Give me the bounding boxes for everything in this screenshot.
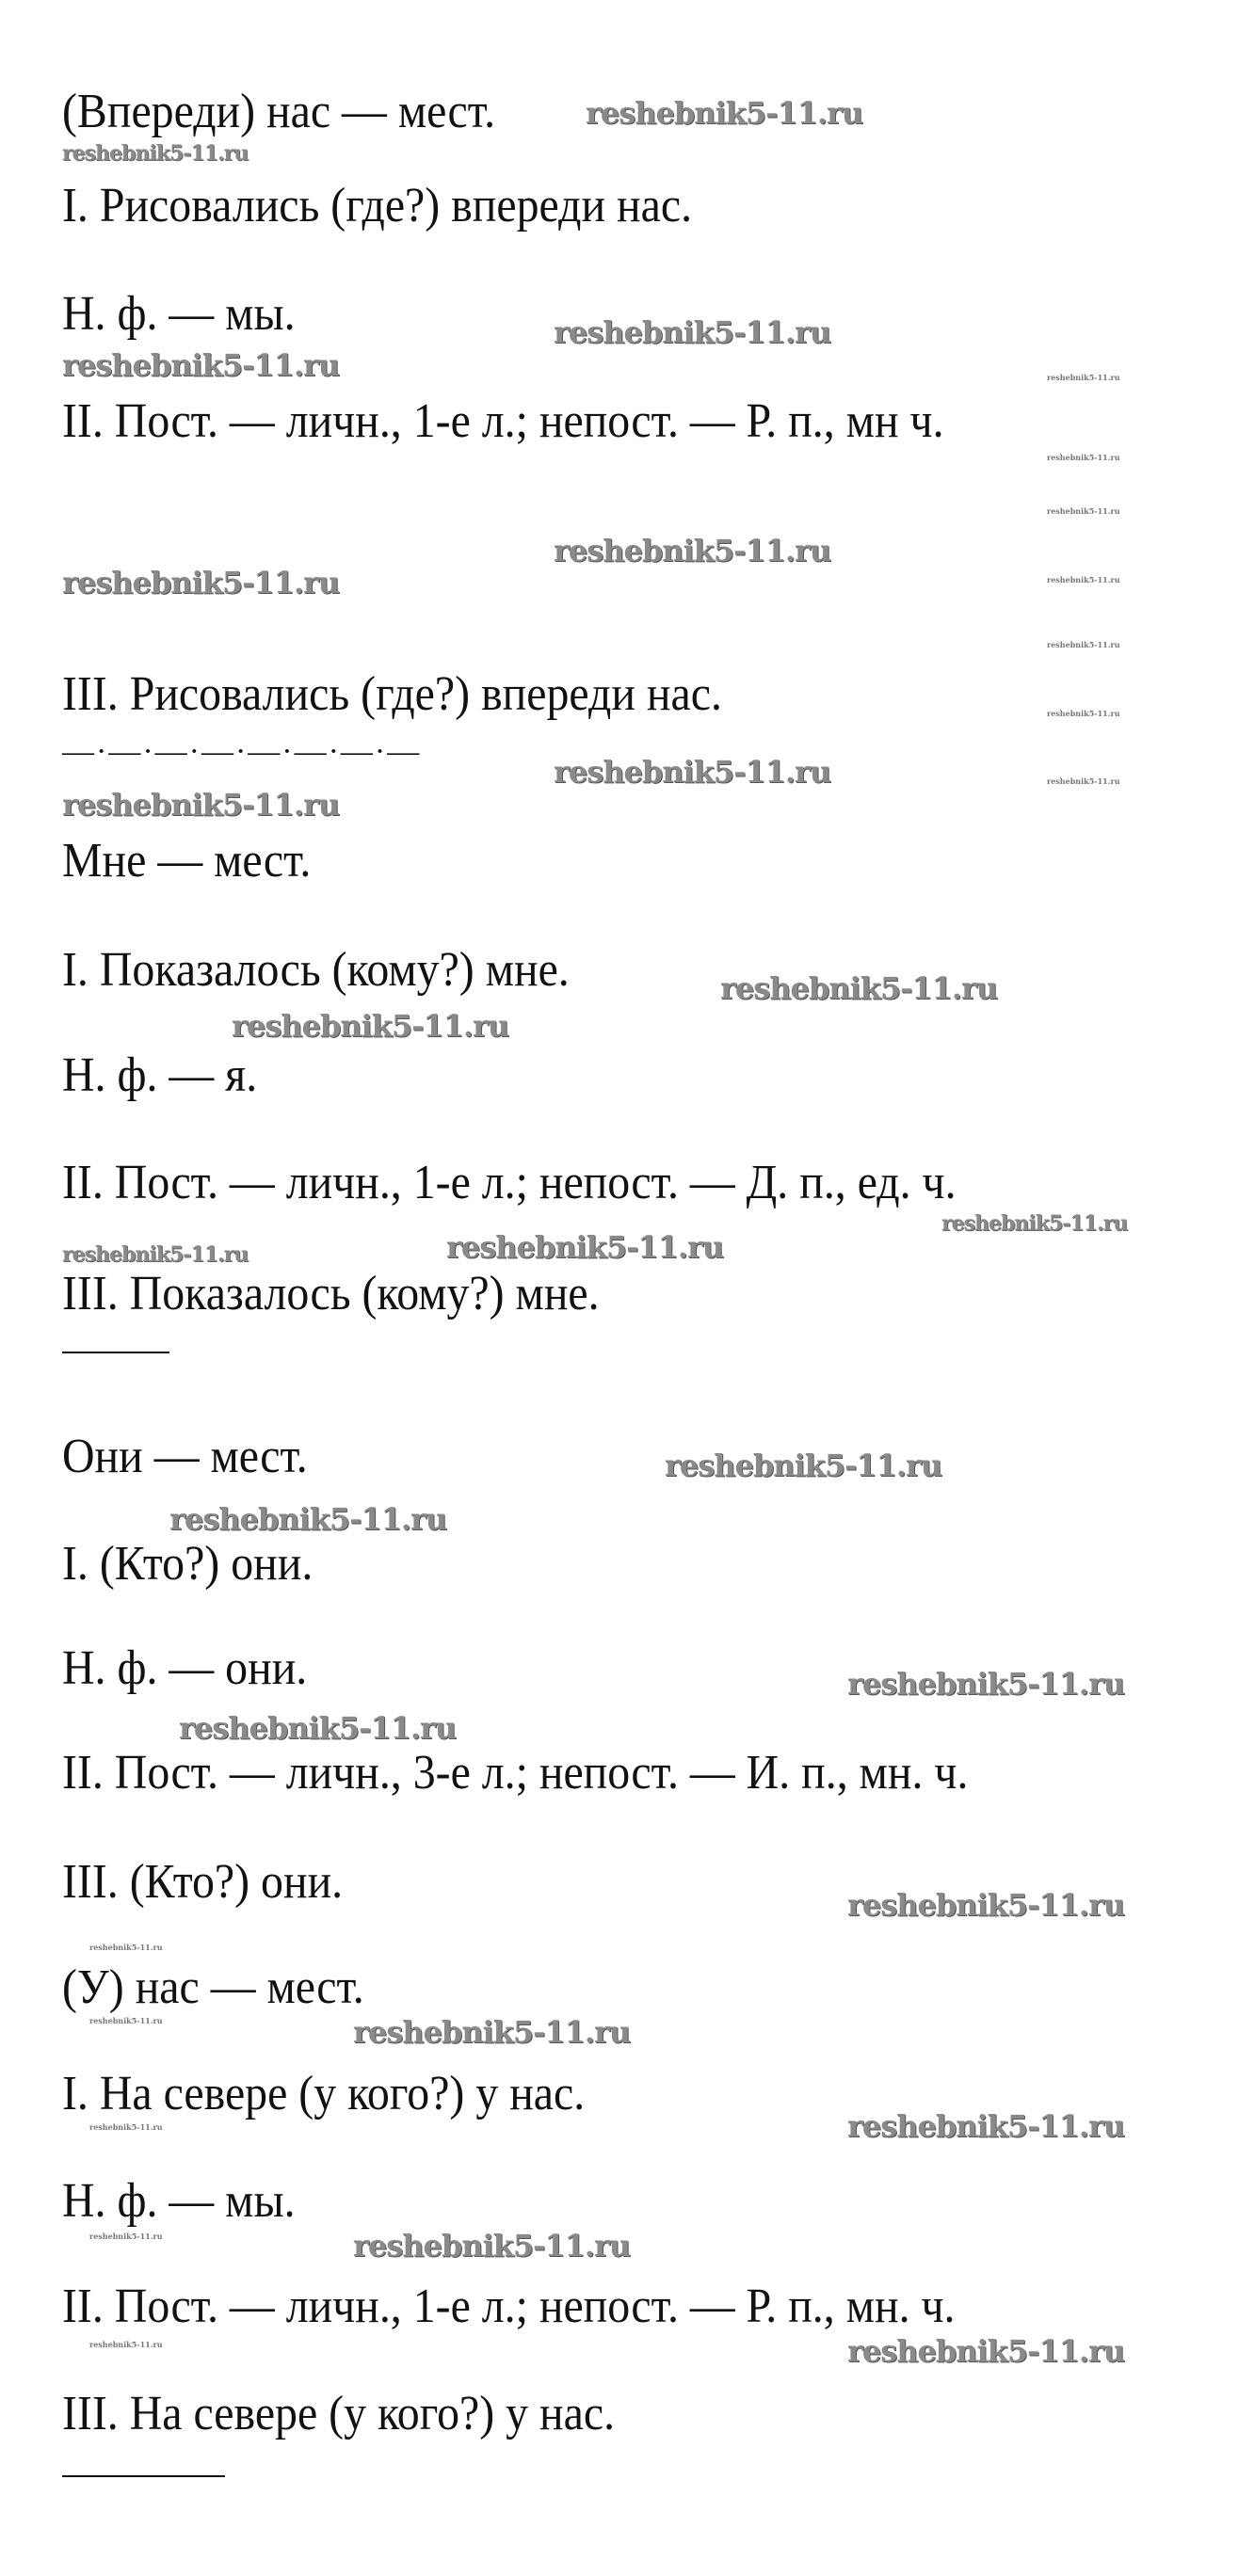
watermark: reshebnik5-11.ru	[62, 787, 340, 823]
watermark: reshebnik5-11.ru	[62, 1242, 249, 1267]
text-line: II. Пост. — личн., 1-е л.; непост. — Д. п., ед. ч.	[62, 1156, 957, 1209]
watermark: reshebnik5-11.ru	[847, 1666, 1125, 1702]
watermark: reshebnik5-11.ru	[1047, 506, 1120, 516]
watermark: reshebnik5-11.ru	[847, 2108, 1125, 2144]
text-line: I. Рисовались (где?) впереди нас.	[62, 179, 693, 232]
text-line: (Впереди) нас — мест.	[62, 85, 496, 138]
text-line: II. Пост. — личн., 1-е л.; непост. — Р. п., мн. ч.	[62, 2280, 956, 2333]
watermark: reshebnik5-11.ru	[665, 1448, 942, 1483]
watermark: reshebnik5-11.ru	[941, 1211, 1128, 1236]
text-line: Н. ф. — мы.	[62, 287, 296, 341]
watermark: reshebnik5-11.ru	[62, 347, 340, 383]
watermark: reshebnik5-11.ru	[89, 1943, 163, 1952]
text-line: Н. ф. — они.	[62, 1641, 308, 1695]
solid-underline	[62, 2475, 225, 2477]
text-line: I. (Кто?) они.	[62, 1537, 314, 1591]
watermark: reshebnik5-11.ru	[446, 1229, 724, 1265]
watermark: reshebnik5-11.ru	[720, 970, 998, 1006]
watermark: reshebnik5-11.ru	[353, 2014, 631, 2050]
text-line: I. На севере (у кого?) у нас.	[62, 2067, 586, 2120]
text-line: III. (Кто?) они.	[62, 1855, 344, 1909]
text-line: (У) нас — мест.	[62, 1960, 364, 2014]
watermark: reshebnik5-11.ru	[89, 2016, 163, 2025]
watermark: reshebnik5-11.ru	[1047, 575, 1120, 584]
watermark: reshebnik5-11.ru	[1047, 776, 1120, 786]
text-line: II. Пост. — личн., 3-е л.; непост. — И. п., мн. ч.	[62, 1746, 969, 1800]
watermark: reshebnik5-11.ru	[353, 2228, 631, 2264]
watermark: reshebnik5-11.ru	[847, 1887, 1125, 1923]
watermark: reshebnik5-11.ru	[169, 1501, 447, 1537]
text-line: Н. ф. — я.	[62, 1048, 258, 1102]
watermark: reshebnik5-11.ru	[62, 141, 249, 166]
watermark: reshebnik5-11.ru	[89, 2122, 163, 2132]
watermark: reshebnik5-11.ru	[586, 95, 863, 131]
text-line: III. На севере (у кого?) у нас.	[62, 2387, 616, 2440]
watermark: reshebnik5-11.ru	[62, 565, 340, 600]
watermark: reshebnik5-11.ru	[179, 1710, 457, 1746]
text-line: II. Пост. — личн., 1-е л.; непост. — Р. п., мн ч.	[62, 394, 944, 448]
watermark: reshebnik5-11.ru	[847, 2333, 1125, 2369]
text-line: III. Рисовались (где?) впереди нас.	[62, 667, 722, 721]
text-line: III. Показалось (кому?) мне.	[62, 1267, 600, 1320]
watermark: reshebnik5-11.ru	[554, 314, 831, 350]
watermark: reshebnik5-11.ru	[89, 2232, 163, 2241]
solid-underline	[62, 1352, 169, 1353]
watermark: reshebnik5-11.ru	[232, 1008, 509, 1044]
watermark: reshebnik5-11.ru	[554, 754, 831, 790]
watermark: reshebnik5-11.ru	[1047, 709, 1120, 718]
text-line: Н. ф. — мы.	[62, 2174, 296, 2228]
watermark: reshebnik5-11.ru	[89, 2340, 163, 2349]
watermark: reshebnik5-11.ru	[1047, 453, 1120, 462]
watermark: reshebnik5-11.ru	[554, 533, 831, 568]
dash-dot-underline: —·—·—·—·—·—·—·—	[62, 734, 422, 769]
text-line: I. Показалось (кому?) мне.	[62, 943, 570, 997]
text-line: Они — мест.	[62, 1430, 308, 1483]
watermark: reshebnik5-11.ru	[1047, 640, 1120, 649]
watermark: reshebnik5-11.ru	[1047, 373, 1120, 382]
text-line: Мне — мест.	[62, 834, 312, 888]
